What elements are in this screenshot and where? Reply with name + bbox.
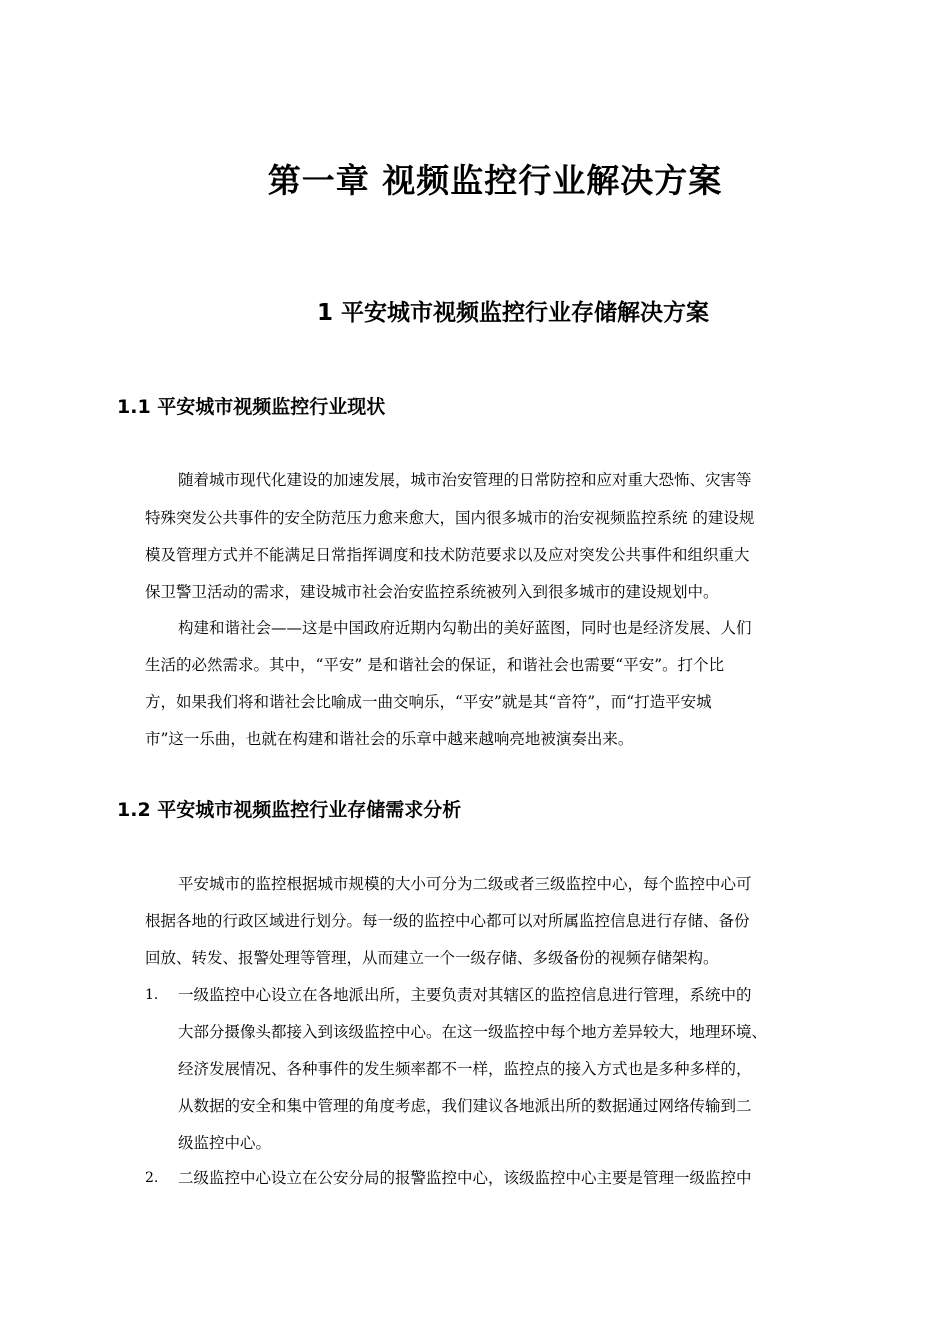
list-item-line: 从数据的安全和集中管理的角度考虑，我们建议各地派出所的数据通过网络传输到二 [178,1097,752,1115]
paragraph-line: 构建和谐社会——这是中国政府近期内勾勒出的美好蓝图，同时也是经济发展、人们 [178,619,752,637]
paragraph-line: 方，如果我们将和谐社会比喻成一曲交响乐，“平安”就是其“音符”，而“打造平安城 [145,693,712,711]
chapter-title: 第一章 视频监控行业解决方案 [267,161,723,200]
list-item-line: 二级监控中心设立在公安分局的报警监控中心，该级监控中心主要是管理一级监控中 [178,1169,752,1187]
paragraph-line: 平安城市的监控根据城市规模的大小可分为二级或者三级监控中心，每个监控中心可 [178,875,752,893]
paragraph-line: 回放、转发、报警处理等管理，从而建立一个一级存储、多级备份的视频存储架构。 [145,949,719,967]
subsection-title-1-1: 1.1 平安城市视频监控行业现状 [117,396,386,418]
list-item-line: 级监控中心。 [178,1134,272,1152]
list-item-line: 经济发展情况、各种事件的发生频率都不一样，监控点的接入方式也是多种多样的， [178,1060,752,1078]
list-number: 2. [145,1170,159,1186]
paragraph-line: 模及管理方式并不能满足日常指挥调度和技术防范要求以及应对突发公共事件和组织重大 [145,546,750,564]
paragraph-line: 根据各地的行政区域进行划分。每一级的监控中心都可以对所属监控信息进行存储、备份 [145,912,750,930]
subsection-title-1-2: 1.2 平安城市视频监控行业存储需求分析 [117,799,462,821]
paragraph-line: 随着城市现代化建设的加速发展，城市治安管理的日常防控和应对重大恐怖、灾害等 [178,471,752,489]
section-title: 1 平安城市视频监控行业存储解决方案 [317,300,710,326]
paragraph-line: 保卫警卫活动的需求，建设城市社会治安监控系统被列入到很多城市的建设规划中。 [145,583,719,601]
paragraph-line: 特殊突发公共事件的安全防范压力愈来愈大，国内很多城市的治安视频监控系统 的建设规 [145,509,755,527]
paragraph-line: 市”这一乐曲，也就在构建和谐社会的乐章中越来越响亮地被演奏出来。 [145,730,634,748]
paragraph-line: 生活的必然需求。其中，“平安” 是和谐社会的保证，和谐社会也需要“平安”。打个比 [145,656,725,674]
list-item-line: 一级监控中心设立在各地派出所，主要负责对其辖区的监控信息进行管理，系统中的 [178,986,752,1004]
list-item-line: 大部分摄像头都接入到该级监控中心。在这一级监控中每个地方差异较大，地理环境、 [178,1023,768,1041]
list-number: 1. [145,987,159,1003]
